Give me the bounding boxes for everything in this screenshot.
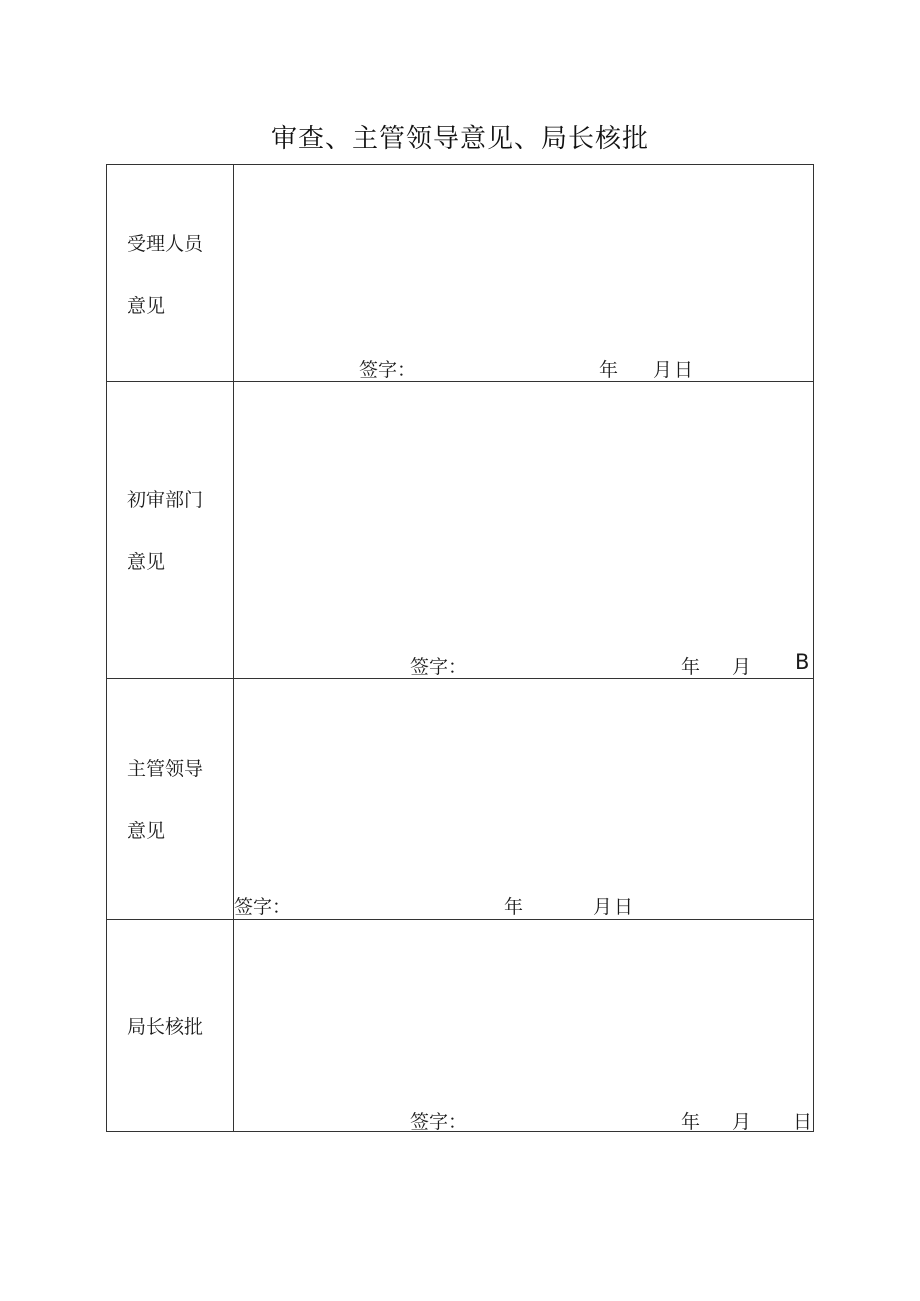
section-label-line1: 局长核批 (127, 1016, 204, 1038)
section-acceptance-opinion (107, 165, 813, 382)
month-label: 月 (732, 1111, 752, 1133)
signature-label: 签字： (234, 896, 292, 918)
section-label-line2: 意见 (127, 820, 166, 842)
year-label: 年 (504, 896, 524, 918)
year-label: 年 (599, 359, 619, 381)
section-label-line1: 受理人员 (127, 233, 204, 255)
month-label: 月 (593, 896, 613, 918)
section-label-line1: 主管领导 (127, 758, 204, 780)
month-label: 月 (732, 656, 752, 678)
section-supervisor-opinion (107, 679, 813, 920)
day-label: 日 (674, 359, 694, 381)
section-preliminary-review-opinion (107, 382, 813, 679)
approval-form-table (106, 164, 814, 1132)
month-label: 月 (653, 359, 673, 381)
year-label: 年 (681, 1111, 701, 1133)
signature-label: 签字： (359, 359, 417, 381)
form-title: 审查、主管领导意见、局长核批 (270, 124, 649, 154)
section-label-line2: 意见 (127, 551, 166, 573)
year-label: 年 (681, 656, 701, 678)
signature-label: 签字： (410, 656, 468, 678)
day-label: 日 (793, 1111, 813, 1133)
section-director-approval (107, 920, 813, 1131)
signature-label: 签字： (410, 1111, 468, 1133)
section-label-line1: 初审部门 (127, 489, 204, 511)
day-label: 日 (614, 896, 634, 918)
day-label: B (795, 650, 810, 674)
section-label-line2: 意见 (127, 295, 166, 317)
